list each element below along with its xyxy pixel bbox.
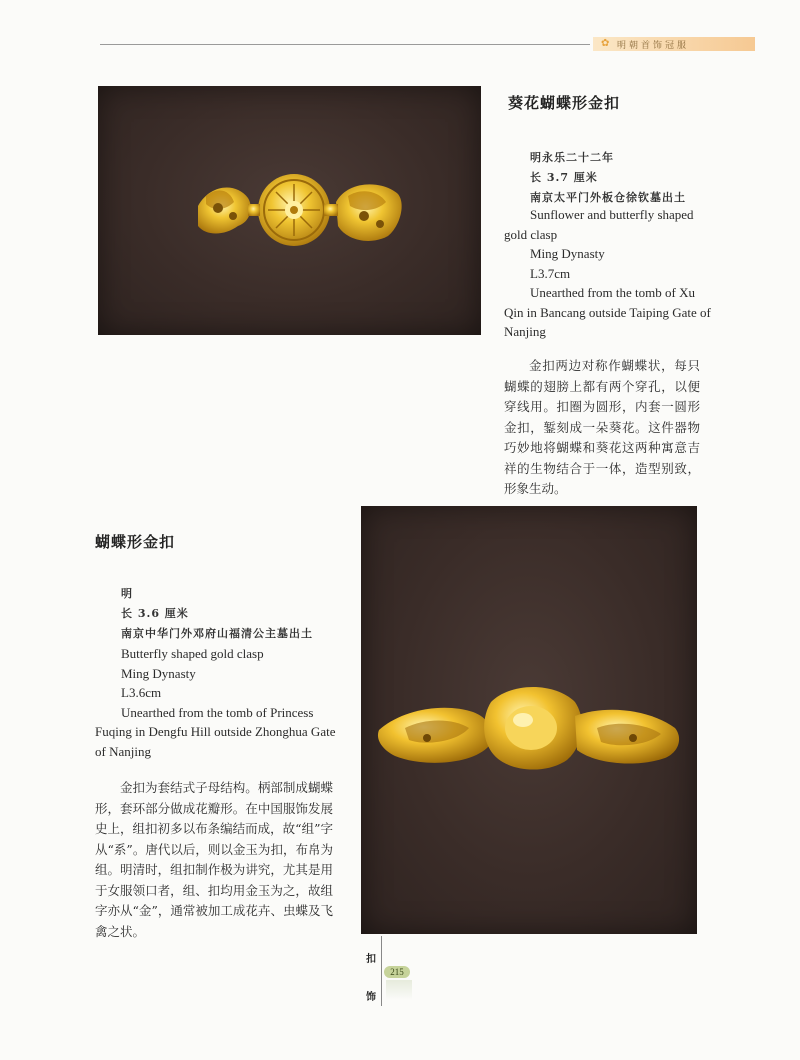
item1-meta-length: 长 3.7 厘米 (530, 171, 598, 184)
item2-meta-date: 明 (121, 587, 133, 600)
gold-clasp-illustration-2 (361, 506, 697, 934)
item1-english-line: L3.7cm (530, 265, 571, 281)
item1-meta-date: 明永乐二十二年 (530, 151, 614, 164)
page-number: 215 (384, 966, 410, 978)
running-header (593, 37, 755, 51)
item1-meta-provenance: 南京太平门外板仓徐钦墓出土 (530, 191, 686, 204)
photo-sunflower-butterfly-clasp (98, 86, 481, 335)
item2-english-line: Fuqing in Dengfu Hill outside Zhonghua Gate (95, 724, 336, 739)
footer-rule (381, 936, 382, 1006)
item1-english-caption (504, 205, 711, 342)
item2-title: 蝴蝶形金扣 (95, 533, 176, 551)
running-title: 明朝首饰冠服 (617, 40, 690, 51)
item2-english-line: Ming Dynasty (121, 665, 196, 681)
item1-title: 葵花蝴蝶形金扣 (508, 94, 621, 112)
item1-english-line: Sunflower and butterfly shaped (530, 207, 694, 222)
item1-english-line: Unearthed from the tomb of Xu (530, 285, 695, 300)
item1-english-line: Nanjing (504, 324, 546, 339)
item2-english-line: Unearthed from the tomb of Princess (121, 704, 314, 720)
item2-english-line: of Nanjing (95, 743, 151, 759)
item1-description: 金扣两边对称作蝴蝶状，每只蝴蝶的翅膀上都有两个穿孔，以便穿线用。扣圈为圆形，内套一圆形金扣，錾刻成一朵葵花。这件器物巧妙地将蝴蝶和葵花这两种寓意吉祥的生物结合于一体，造型别致，形象生动。 (504, 358, 700, 496)
item1-english-line: Ming Dynasty (530, 246, 605, 261)
item2-english-caption (95, 644, 345, 761)
item2-meta-length: 长 3.6 厘米 (121, 607, 189, 620)
item2-english-line: Butterfly shaped gold clasp (121, 646, 264, 661)
footer-section-char-1: 扣 (366, 954, 376, 965)
item1-english-line: gold clasp (504, 226, 558, 242)
flower-ornament-icon: ✿ (601, 38, 610, 49)
item2-english-line: L3.6cm (121, 685, 162, 700)
gold-clasp-illustration-1 (98, 86, 481, 335)
item1-english-line: Qin in Bancang outside Taiping Gate of (504, 304, 711, 320)
photo-butterfly-clasp (361, 506, 697, 934)
item2-description: 金扣为套结式子母结构。柄部制成蝴蝶形，套环部分做成花瓣形。在中国服饰发展史上，组扣初多以布条编结而成，故“组”字从“系”。唐代以后，则以金玉为扣，布帛为组。明清时，组扣制作极为讲究，尤其是用于女服领口者，组、扣均用金玉为之，故组字亦从“金”，通常被加工成花卉、虫蝶及飞禽之状。 (95, 780, 333, 939)
footer-section-char-2: 饰 (366, 992, 376, 1003)
item2-meta-provenance: 南京中华门外邓府山福清公主墓出土 (121, 627, 313, 640)
header-rule (100, 44, 590, 45)
page-number-shadow (386, 980, 412, 1000)
